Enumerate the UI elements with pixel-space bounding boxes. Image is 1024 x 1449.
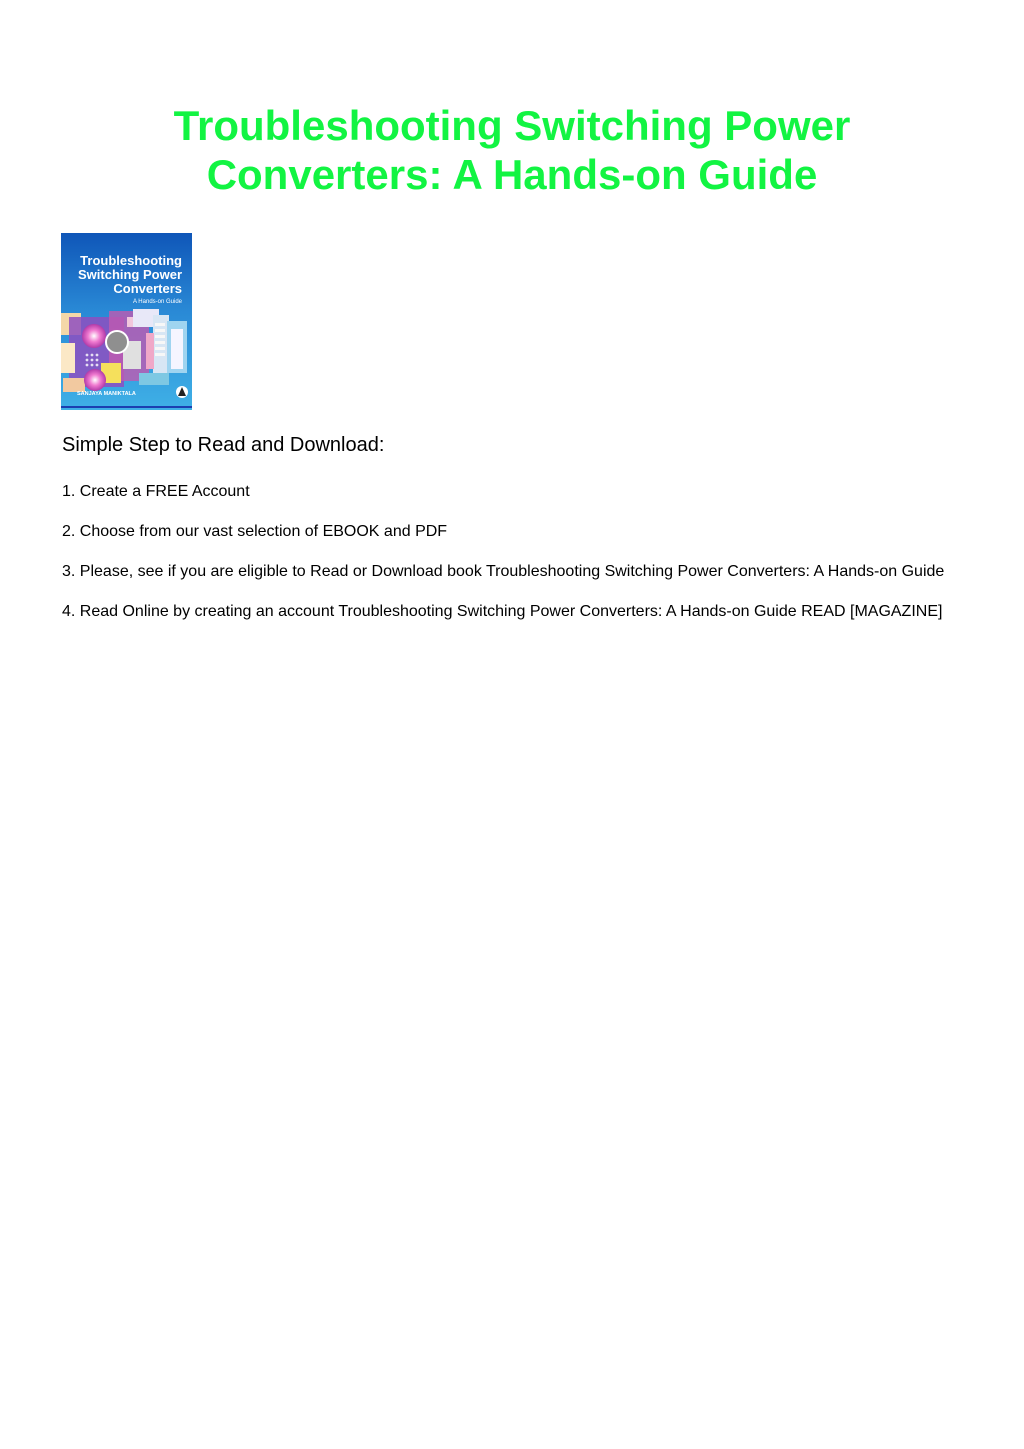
circuit-board-illustration <box>61 309 187 392</box>
cover-title-line: Troubleshooting <box>80 253 182 268</box>
cover-title-line: Converters <box>113 281 182 296</box>
publisher-logo <box>176 386 188 398</box>
cover-underline <box>61 406 192 408</box>
page-title: Troubleshooting Switching Power Converters: A Hands-on Guide <box>173 102 851 198</box>
cover-title-line: Switching Power <box>77 267 182 282</box>
step-item: 3. Please, see if you are eligible to Read or Download book Troubleshooting Switching Power Converters: A Hands-on Guide <box>62 563 945 580</box>
step-item: 2. Choose from our vast selection of EBOOK and PDF <box>62 523 448 540</box>
step-item: 1. Create a FREE Account <box>62 483 250 500</box>
steps-heading: Simple Step to Read and Download: <box>62 434 385 456</box>
cover-author: Sanjaya Maniktala <box>77 391 136 397</box>
steps-list <box>62 482 962 642</box>
book-cover-image <box>61 233 192 410</box>
step-item: 4. Read Online by creating an account Troubleshooting Switching Power Converters: A Hands-on Guide READ [MAGAZINE] <box>62 603 943 620</box>
cover-subtitle: A Hands-on Guide <box>132 299 182 305</box>
